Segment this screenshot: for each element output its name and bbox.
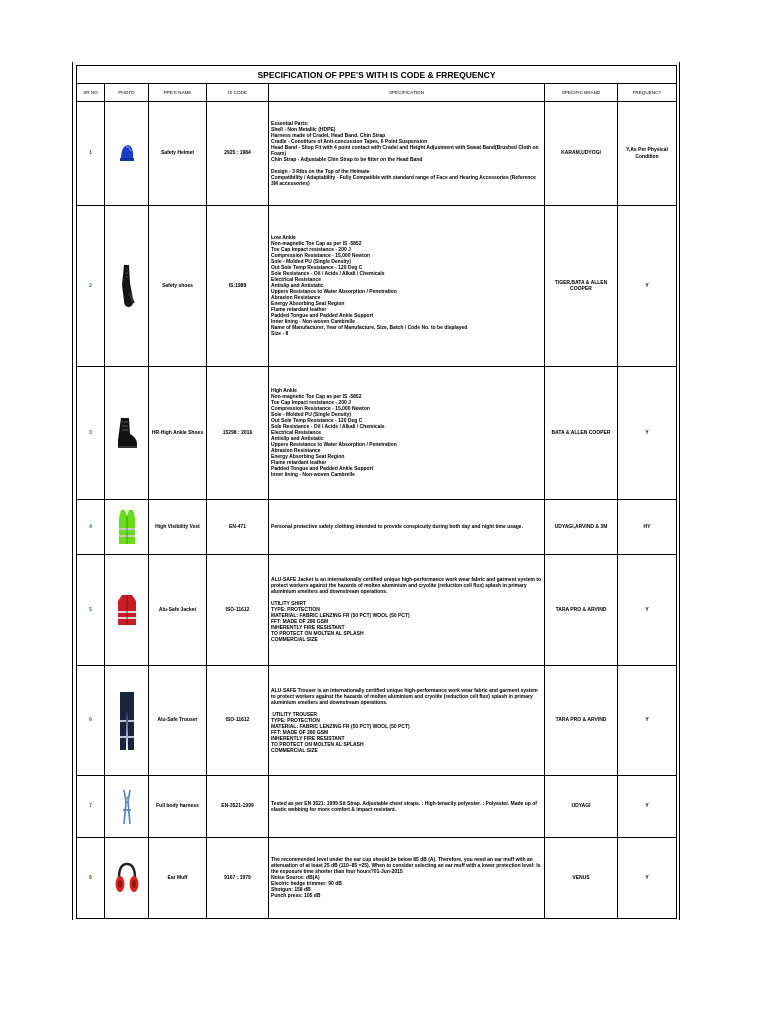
specification-line: Low Ankle [271, 235, 296, 241]
specification-cell [269, 838, 545, 919]
table-row [77, 838, 677, 919]
photo-cell [105, 102, 149, 206]
table-row [77, 367, 677, 500]
specification-cell [269, 666, 545, 776]
specification-cell [269, 367, 545, 500]
specification-line: Electrical Resistance [271, 277, 322, 283]
specification-line: Compatibility / Adaptability - Fully Compatible with standard range of Face and Hearing Accessories (Reference 3M accessories) [271, 174, 538, 187]
specification-line: Flame retardant leather [271, 460, 327, 466]
ear-muff-icon [105, 862, 148, 894]
specification-line: Energy Absorbing Seat Region [271, 301, 345, 307]
table-row [77, 206, 677, 367]
photo-cell [105, 500, 149, 555]
specification-line: Non-magnetic Toe Cap as per IS -5852 [271, 241, 362, 247]
specification-line: Abrasion Resistance [271, 448, 321, 454]
specification-line: Cradle - Constiture of Anti-concussion Tapes, 6 Point Suspension [271, 138, 428, 145]
specification-line: Uppers Resistance to Water Absorption / Penetration [271, 442, 397, 448]
table-title: SPECIFICATION OF PPE'S WITH IS CODE & FRREQUENCY [77, 66, 677, 84]
ppe-spec-table [76, 65, 677, 919]
specification-line: Sole - Molded PU (Single Density) [271, 259, 352, 265]
safety-shoes-icon [105, 263, 148, 309]
specific-brand-cell: TIGER,BATA & ALLEN COOPER [545, 206, 618, 367]
specification-line: Electrical Resistance [271, 430, 322, 436]
photo-cell [105, 555, 149, 666]
specification-line: Sole Resistance - Oil / Acids / Alkali / Chemicals [271, 271, 385, 277]
table-row [77, 102, 677, 206]
specification-line: Out Sole Temp Resistance - 120 Deg C [271, 418, 363, 424]
specification-line: Punch press: 105 dB [271, 893, 321, 899]
sr-no-cell: 6 [77, 666, 105, 776]
specification-line: COMMERCIAL SIZE [271, 747, 318, 754]
header-specification: SPECIFICATION [269, 84, 545, 102]
specification-line: ALU-SAFE Trouser is an internationally certified unique high-performance work wear fabric and garment system to protect workers against the hazards of molten aluminium and cryolite (reduction cell flux) splash in primary aluminium smelters and downstream operations. [271, 687, 540, 706]
table-row [77, 666, 677, 776]
specification-cell [269, 555, 545, 666]
page-border-left [72, 62, 73, 920]
specific-brand-cell: TARA PRO & ARVIND [545, 555, 618, 666]
specification-line: MATERIAL: FABRIC LENZING FR (50 PCT) WOOL (50 PCT) [271, 723, 410, 730]
specification-line: Padded Tongue and Padded Ankle Support [271, 466, 374, 472]
specification-line: Compression Resistance - 15,000 Newton [271, 406, 370, 412]
header-photo: PHOTO [105, 84, 149, 102]
frequency-cell: Y [618, 555, 677, 666]
sr-no-cell: 8 [77, 838, 105, 919]
alu-safe-trouser-icon [105, 690, 148, 752]
specification-line: Antislip and Antistatic [271, 283, 324, 289]
ppe-name-cell: Safety shoes [149, 206, 207, 367]
high-ankle-shoe-icon [105, 416, 148, 450]
is-code-cell: EN-471 [207, 500, 269, 555]
spec-sheet [76, 65, 676, 919]
specific-brand-cell: UDYAGI,ARVIND & 3M [545, 500, 618, 555]
specification-line: MATERIAL: FABRIC LENZING FR (50 PCT) WOOL (50 PCT) [271, 613, 410, 619]
specification-line: Antislip and Antistatic [271, 436, 324, 442]
specification-line: Design - 3 Ribs on the Top of the Helmate [271, 168, 370, 175]
specification-line: Noise Source: dB(A) [271, 875, 320, 881]
is-code-cell: 9167 : 1979 [207, 838, 269, 919]
table-row [77, 500, 677, 555]
specification-line: Name of Manufacturer, Year of Manufacture, Size, Batch / Code No. to be displayed [271, 325, 468, 331]
specification-line: Personal protective safety clothing intended to provide conspicuity during both day and night time usage. [271, 524, 523, 530]
specification-line: Inner lining - Non-woven Cambrelle [271, 472, 355, 478]
specification-line: UTILITY TROUSER [271, 711, 318, 718]
specification-line: Flame retardant leather [271, 307, 327, 313]
specification-line: FFT: MADE OF 280 GSM [271, 619, 329, 625]
specification-line: Size - 8 [271, 331, 289, 337]
ppe-name-cell: Full body harness [149, 776, 207, 838]
specification-line: TYPE: PROTECTION [271, 717, 320, 724]
alu-safe-jacket-icon [105, 593, 148, 627]
specification-line: Toe Cap Impact resistance - 200 J [271, 247, 351, 253]
frequency-cell: Y [618, 776, 677, 838]
sr-no-cell: 1 [77, 102, 105, 206]
specification-line: FFT: MADE OF 280 GSM [271, 729, 329, 736]
specification-line: Tested as per EN 3521: 1999 Sit Strap. Adjustable chest straps. : High-tenacity polyester. : Polyester. Made up of elastic webbing for more comfort & impact resistant. [271, 800, 539, 813]
specification-line: Energy Absorbing Seat Region [271, 454, 345, 460]
ppe-name-cell: Alu-Safe Jacket [149, 555, 207, 666]
header-sr-no: SR NO [77, 84, 105, 102]
specification-line: TO PROTECT ON MOLTEN AL SPLASH [271, 741, 364, 748]
specification-line: Abrasion Resistance [271, 295, 321, 301]
specification-line: Non-magnetic Toe Cap as per IS -5852 [271, 394, 362, 400]
specification-line: Chin Strap - Adjustable Chin Strap to be fitter on the Head Band [271, 156, 423, 163]
ppe-name-cell: Alu-Safe Trouser [149, 666, 207, 776]
ppe-name-cell: Ear Muff [149, 838, 207, 919]
full-body-harness-icon [105, 788, 148, 826]
photo-cell [105, 838, 149, 919]
specification-line: Padded Tongue and Padded Ankle Support [271, 313, 374, 319]
photo-cell [105, 206, 149, 367]
header-is-code: IS CODE [207, 84, 269, 102]
specification-line: Shell - Non Metallic (HDPE) [271, 126, 336, 133]
is-code-cell: 2925 : 1984 [207, 102, 269, 206]
specification-line: Shotgun: 158 dB [271, 887, 311, 893]
is-code-cell: 15298 : 2016 [207, 367, 269, 500]
is-code-cell: IS:1989 [207, 206, 269, 367]
ppe-name-cell: Safety Helmet [149, 102, 207, 206]
sr-no-cell: 7 [77, 776, 105, 838]
specific-brand-cell: UDYAGI [545, 776, 618, 838]
specification-line: Compression Resistance - 15,000 Newton [271, 253, 370, 259]
specification-line: INHERENTLY FIRE RESISTANT [271, 625, 345, 631]
specification-line: Head Band - Sliop Fit with 4 point contact with Cradel and Height Adjustment with Sweat Band(Brushed Cloth on Foam) [271, 144, 540, 157]
specification-cell [269, 102, 545, 206]
specification-cell [269, 500, 545, 555]
sr-no-cell: 4 [77, 500, 105, 555]
table-row [77, 776, 677, 838]
sr-no-cell: 2 [77, 206, 105, 367]
specific-brand-cell: TARA PRO & ARVIND [545, 666, 618, 776]
specification-line: COMMERCIAL SIZE [271, 637, 318, 643]
photo-cell [105, 367, 149, 500]
ppe-name-cell: High Visibility Vest [149, 500, 207, 555]
table-row [77, 555, 677, 666]
specific-brand-cell: BATA & ALLEN COOPER [545, 367, 618, 500]
specific-brand-cell: VENUS [545, 838, 618, 919]
frequency-cell: Y [618, 206, 677, 367]
specification-line: Essential Parts: [271, 120, 309, 127]
specification-cell [269, 776, 545, 838]
specification-line: Inner lining - Non-woven Cambrelle [271, 319, 355, 325]
header-frequency: FREQUENCY [618, 84, 677, 102]
photo-cell [105, 666, 149, 776]
specification-line: INHERENTLY FIRE RESISTANT [271, 735, 345, 742]
header-ppe-name: PPE'S NAME [149, 84, 207, 102]
page-border-right [679, 62, 680, 920]
specification-line: UTILITY SHIRT [271, 601, 307, 607]
specification-line: Harness made of Cradel, Head Band, Chin Strap [271, 132, 386, 139]
ppe-name-cell: HR-High Ankle Shoes [149, 367, 207, 500]
specification-line: Sole - Molded PU (Single Density) [271, 412, 352, 418]
specific-brand-cell: KARAM,UDYOGI [545, 102, 618, 206]
frequency-cell: Y,As Per Physical Condition [618, 102, 677, 206]
header-specific-brand: SPECIFIC BRAND [545, 84, 618, 102]
specification-line: Out Sole Temp Resistance - 120 Deg C [271, 265, 363, 271]
specification-line: ALU-SAFE Jacket is an internationally certified unique high-performance work wear fabric and garment system to protect workers against the hazards of molten aluminium and cryolite (reduction cell flux) splash in primary aluminium smelters and downstream operations. [271, 577, 543, 595]
specification-line: Uppers Resistance to Water Absorption / Penetration [271, 289, 397, 295]
safety-helmet-icon [105, 143, 148, 165]
specification-line: The recommended level under the ear cup should be below 85 dB (A). Therefore, you need an ear muff with an attenuation of at least 25 dB (110–85 =25). When to consider selecting an ear muff with a lower protection level: Is the exposure time shorter than four hours?01-Jun-2015 [271, 857, 542, 875]
specification-line: Electric hedge trimmer: 90 dB [271, 881, 342, 887]
frequency-cell: Y [618, 367, 677, 500]
is-code-cell: EN-3521-1999 [207, 776, 269, 838]
is-code-cell: ISO-11612 [207, 666, 269, 776]
frequency-cell: Y [618, 666, 677, 776]
high-visibility-vest-icon [105, 508, 148, 546]
specification-cell [269, 206, 545, 367]
is-code-cell: ISO-11612 [207, 555, 269, 666]
photo-cell [105, 776, 149, 838]
specification-line: Sole Resistance - Oil / Acids / Alkali / Chemicals [271, 424, 385, 430]
specification-line: High Ankle [271, 388, 297, 394]
sr-no-cell: 3 [77, 367, 105, 500]
specification-line: TYPE: PROTECTION [271, 607, 320, 613]
specification-line: Toe Cap Impact resistance - 200 J [271, 400, 351, 406]
sr-no-cell: 5 [77, 555, 105, 666]
frequency-cell: HY [618, 500, 677, 555]
frequency-cell: Y [618, 838, 677, 919]
specification-line: TO PROTECT ON MOLTEN AL SPLASH [271, 631, 364, 637]
